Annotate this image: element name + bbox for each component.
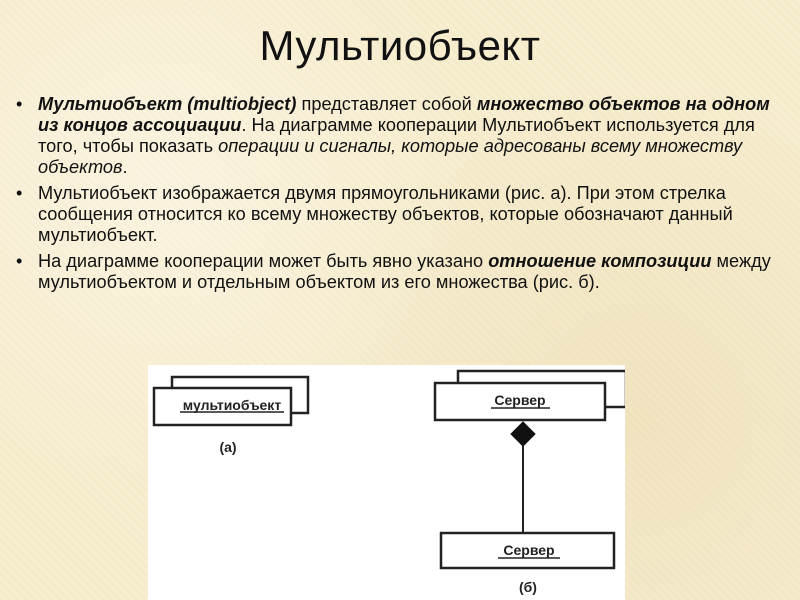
text-segment: между мультиобъектом и отдельным объектом из его множества (рис. б). [38,251,771,292]
server-top-label: Сервер [494,392,546,408]
text-segment: . [122,157,128,177]
text-segment: Мультиобъект изображается двумя прямоугольниками (рис. а). При этом стрелка сообщения относится ко всему множеству объектов, которые обозначают данный мультиобъект. [38,183,733,245]
server-bottom-label: Сервер [503,542,555,558]
uml-figure-svg [148,365,625,600]
composition-diamond-icon [511,422,535,446]
text-segment: . На диаграмме кооперации Мультиобъект используется для того, чтобы показать [38,115,755,156]
text-segment: представляет собой [296,94,477,114]
bullet-item-1 [16,94,776,178]
slide-body [16,94,776,298]
term-object-set: множество объектов на одном из концов ассоциации [38,94,770,135]
uml-figure [148,365,625,600]
text-segment: На диаграмме кооперации может быть явно указано [38,251,489,271]
bullet-dot: • [16,251,23,271]
caption-b: (б) [519,579,537,595]
bullet-item-2 [16,183,776,246]
multiobject-a [154,377,308,455]
multiobject-label: мультиобъект [182,397,282,413]
bullet-item-3 [16,251,776,293]
italic-phrase: операции и сигналы, которые адресованы всему множеству объектов [38,136,743,177]
slide-title: Мультиобъект [259,22,541,69]
bullet-dot: • [16,183,23,203]
term-composition: отношение композиции [488,251,712,271]
composition-b [435,371,625,595]
bullet-dot: • [16,94,23,114]
term-multiobject: Мультиобъект (multiobject) [38,94,297,114]
caption-a: (а) [219,439,237,455]
